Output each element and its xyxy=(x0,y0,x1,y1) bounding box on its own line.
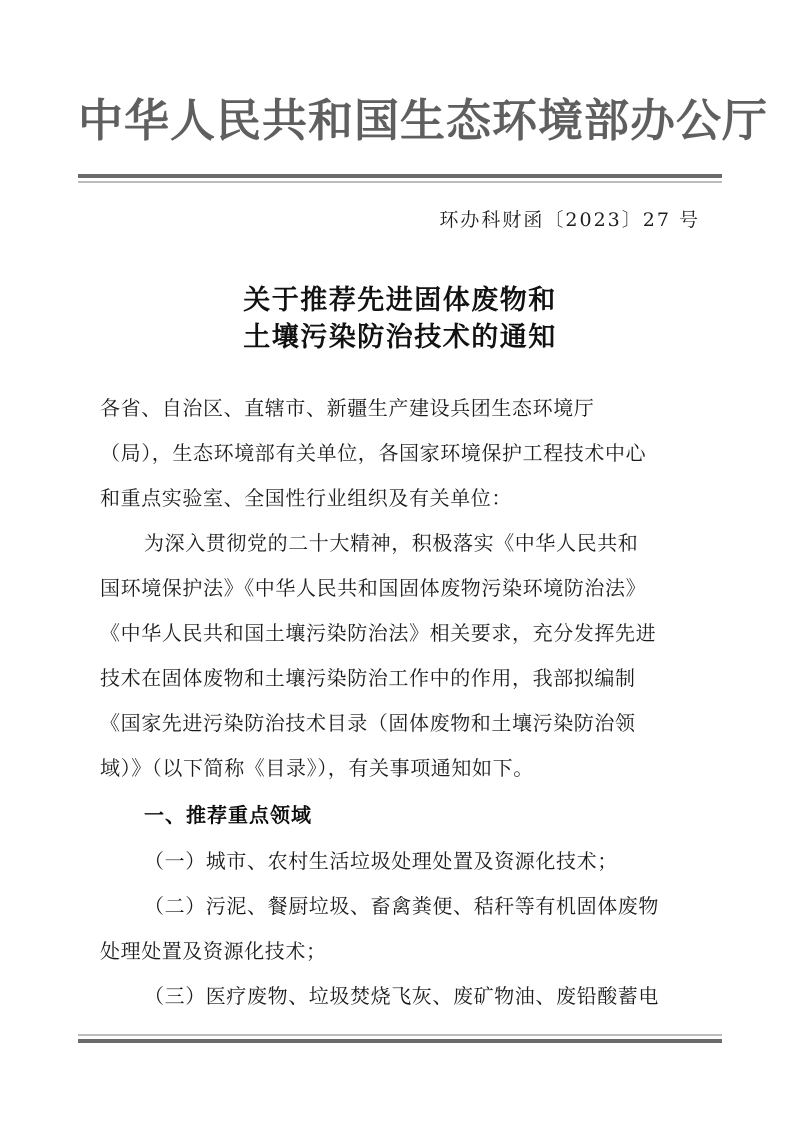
list-item-line: （一）城市、农村生活垃圾处理处置及资源化技术； xyxy=(144,849,618,873)
list-item xyxy=(100,884,704,974)
list-item-line: （三）医疗废物、垃圾焚烧飞灰、废矿物油、废铅酸蓄电 xyxy=(144,984,659,1008)
addressee-line: （局），生态环境部有关单位，各国家环境保护工程技术中心 xyxy=(100,441,647,465)
masthead xyxy=(78,92,769,150)
section-heading-1: 一、推荐重点领域 xyxy=(144,803,312,827)
addressee-line: 各省、自治区、直辖市、新疆生产建设兵团生态环境厅 xyxy=(100,396,595,420)
addressee-block xyxy=(100,386,704,521)
footer-thick-line xyxy=(78,1039,722,1043)
intro-paragraph xyxy=(100,521,704,791)
document-body xyxy=(100,386,704,1019)
document-title-line-1: 关于推荐先进固体废物和 xyxy=(243,285,557,316)
divider-thin-line xyxy=(78,181,722,183)
paragraph-line: 《国家先进污染防治技术目录（固体废物和土壤污染防治领 xyxy=(100,711,636,735)
list-item-line: （二）污泥、餐厨垃圾、畜禽粪便、秸秆等有机固体废物 xyxy=(144,894,659,918)
list-item xyxy=(100,974,704,1019)
paragraph-line: 域）》（以下简称《目录》），有关事项通知如下。 xyxy=(100,756,534,780)
paragraph-line: 国环境保护法》《中华人民共和国固体废物污染环境防治法》 xyxy=(100,576,647,600)
masthead-divider xyxy=(78,174,722,183)
document-title-line-2: 土壤污染防治技术的通知 xyxy=(243,322,557,353)
paragraph-line: 《中华人民共和国土壤污染防治法》相关要求，充分发挥先进 xyxy=(100,621,657,645)
footer-divider xyxy=(78,1034,722,1043)
list-item xyxy=(100,839,704,884)
addressee-line: 和重点实验室、全国性行业组织及有关单位： xyxy=(100,486,512,510)
list-item-line: 处理处置及资源化技术； xyxy=(100,939,327,963)
paragraph-line: 技术在固体废物和土壤污染防治工作中的作用，我部拟编制 xyxy=(100,666,636,690)
paragraph-line: 为深入贯彻党的二十大精神，积极落实《中华人民共和 xyxy=(144,531,639,555)
document-number: 环办科财函〔2023〕27 号 xyxy=(439,209,700,231)
issuing-authority-title: 中华人民共和国生态环境部办公厅 xyxy=(78,94,769,147)
document-title xyxy=(100,282,700,356)
